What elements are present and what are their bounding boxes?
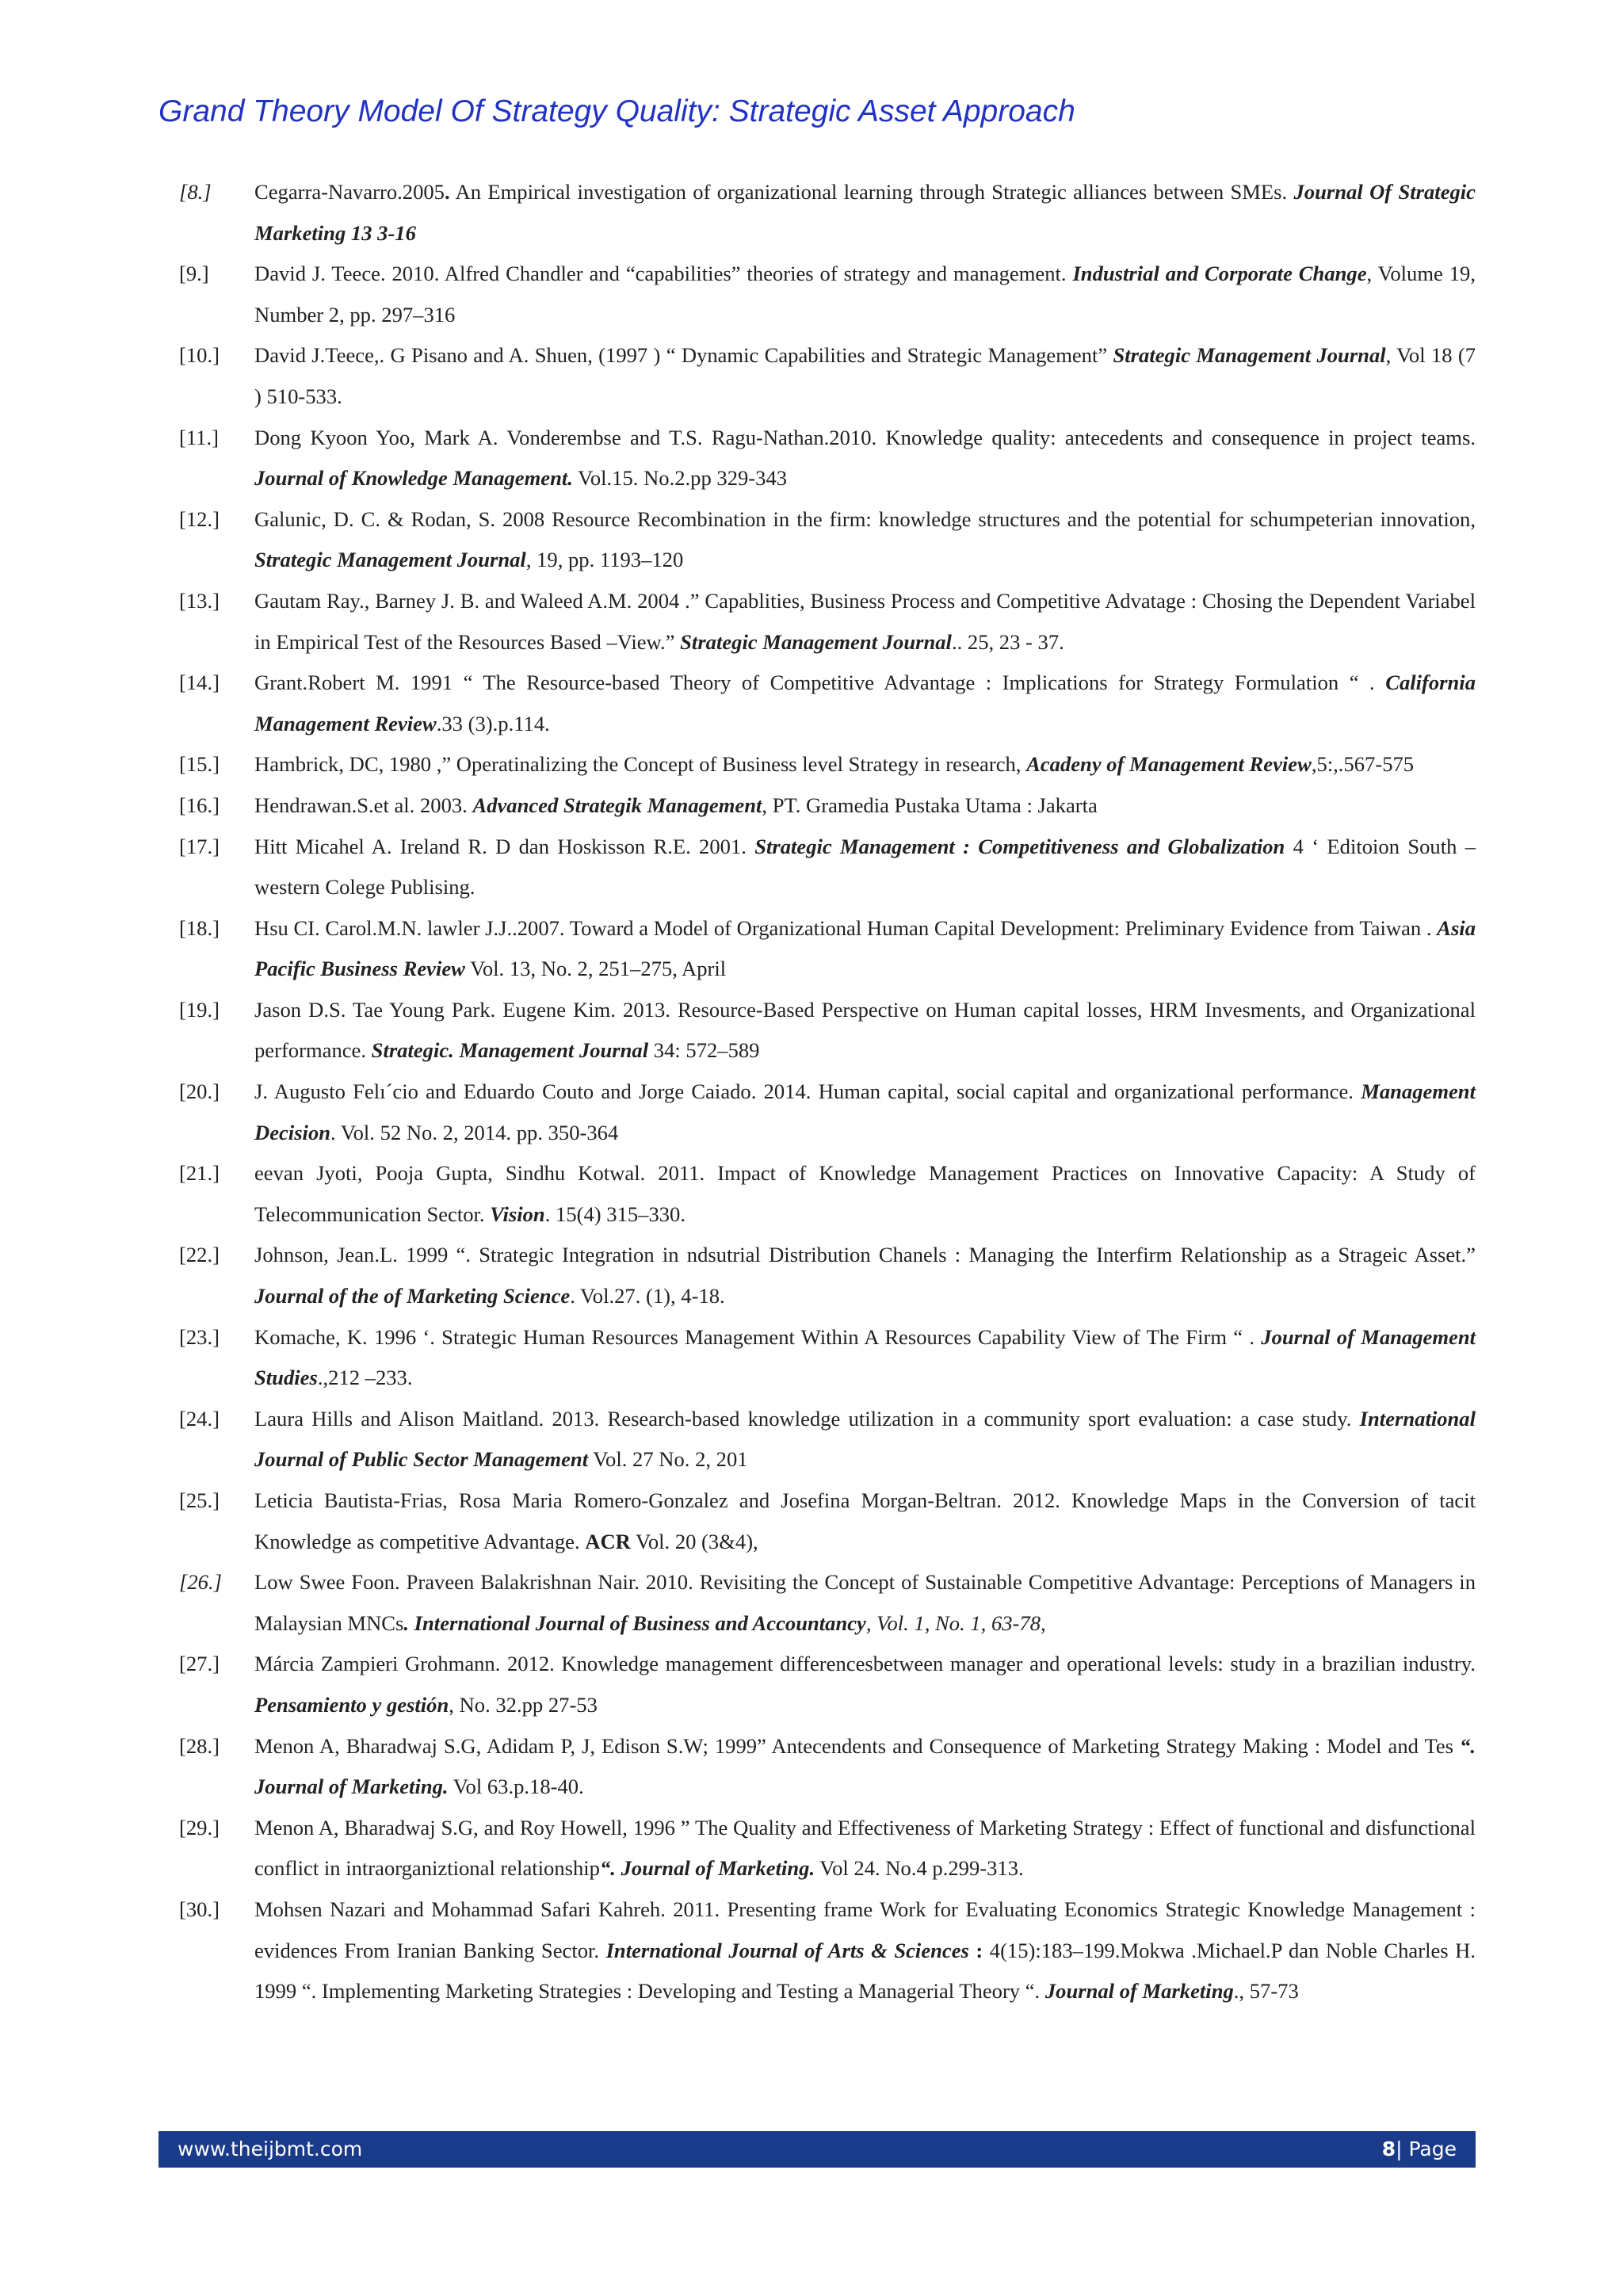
journal-title: Vision bbox=[490, 1201, 545, 1226]
reference-number: [13.] bbox=[179, 588, 220, 613]
journal-title-wrap bbox=[606, 1939, 969, 1962]
reference-number: [22.] bbox=[179, 1243, 220, 1267]
reference-item bbox=[179, 1235, 1476, 1316]
reference-item bbox=[179, 990, 1476, 1072]
reference-item bbox=[179, 581, 1476, 663]
reference-text bbox=[254, 1072, 1476, 1153]
journal-title: “. Journal of Marketing. bbox=[599, 1856, 815, 1881]
reference-item bbox=[179, 663, 1476, 744]
journal-title: Journal of Marketing bbox=[1044, 1979, 1234, 2004]
page-label: | Page bbox=[1396, 2137, 1457, 2160]
reference-text bbox=[254, 335, 1476, 417]
reference-item bbox=[179, 827, 1476, 908]
reference-number: [26.] bbox=[179, 1570, 222, 1595]
reference-segment: David J.Teece,. G Pisano and A. Shuen, (1997 ) “ Dynamic Capabilities and Strategic Management” bbox=[254, 343, 1113, 368]
reference-segment: Low Swee Foon. Praveen Balakrishnan Nair. 2010. Revisiting the Concept of Sustainable Competitive Advantage: Perceptions of Managers in Malaysian MNCs bbox=[254, 1570, 1476, 1635]
journal-title: Acadeny of Management Review bbox=[1026, 752, 1312, 777]
reference-text bbox=[254, 827, 1476, 908]
reference-segment: J. Augusto Felı´cio and Eduardo Couto and Jorge Caiado. 2014. Human capital, social capital and organizational performance. bbox=[254, 1079, 1361, 1104]
reference-segment: . Vol.27. (1), 4-18. bbox=[570, 1284, 725, 1308]
reference-segment: Mohsen Nazari and Mohammad Safari Kahreh. 2011. Presenting frame Work for Evaluating Economics Strategic Knowledge Management : evidences From Iranian Banking Sector. bbox=[254, 1897, 1476, 1962]
reference-segment: ., 57-73 bbox=[1233, 1979, 1299, 2004]
journal-title: Journal Of Strategic Marketing 13 3-16 bbox=[254, 180, 1476, 245]
reference-segment: Laura Hills and Alison Maitland. 2013. Research-based knowledge utilization in a community sport evaluation: a case study. bbox=[254, 1406, 1360, 1431]
journal-title-wrap bbox=[600, 1856, 815, 1880]
reference-segment: , Vol. 1, No. 1, 63-78, bbox=[865, 1610, 1046, 1635]
reference-segment: Cegarra-Navarro.2005 bbox=[254, 180, 445, 204]
journal-title-wrap bbox=[254, 1693, 449, 1717]
reference-segment: : bbox=[968, 1938, 990, 1962]
journal-title-wrap bbox=[403, 1611, 865, 1635]
reference-text bbox=[254, 1889, 1476, 2012]
reference-segment: Vol. 27 No. 2, 201 bbox=[588, 1447, 748, 1472]
reference-text bbox=[254, 663, 1476, 744]
reference-segment: Menon A, Bharadwaj S.G, Adidam P, J, Edison S.W; 1999” Antecendents and Consequence of Marketing Strategy Making : Model and Tes bbox=[254, 1733, 1461, 1758]
reference-list bbox=[179, 172, 1476, 2012]
journal-title-wrap bbox=[754, 835, 1285, 858]
reference-text bbox=[254, 172, 1476, 254]
journal-title: Advanced Strategik Management bbox=[472, 793, 762, 817]
journal-title: Strategic Management Journal bbox=[680, 629, 952, 654]
journal-title-wrap bbox=[254, 548, 526, 571]
reference-item bbox=[179, 1726, 1476, 1808]
reference-segment: Jason D.S. Tae Young Park. Eugene Kim. 2013. Resource-Based Perspective on Human capital losses, HRM Invesments, and Organizational performance. bbox=[254, 997, 1476, 1063]
reference-number: [10.] bbox=[179, 343, 220, 368]
journal-title: Journal of Knowledge Management. bbox=[254, 466, 573, 491]
reference-segment: Vol.15. No.2.pp 329-343 bbox=[572, 466, 788, 491]
reference-text bbox=[254, 1399, 1476, 1480]
reference-number: [28.] bbox=[179, 1733, 220, 1758]
reference-segment: Vol 63.p.18-40. bbox=[448, 1775, 584, 1799]
journal-title: “. Journal of Marketing. bbox=[254, 1733, 1476, 1799]
reference-segment: , 19, pp. 1193–120 bbox=[525, 548, 684, 572]
reference-item bbox=[179, 1889, 1476, 2012]
reference-segment: Hambrick, DC, 1980 ,” Operatinalizing the Concept of Business level Strategy in research, bbox=[254, 752, 1027, 777]
journal-title: Strategic. Management Journal bbox=[371, 1038, 649, 1063]
reference-segment: .. 25, 23 - 37. bbox=[951, 629, 1064, 654]
reference-item bbox=[179, 1399, 1476, 1480]
reference-item bbox=[179, 1317, 1476, 1399]
journal-title: California Management Review bbox=[254, 670, 1476, 735]
reference-segment: Hendrawan.S.et al. 2003. bbox=[254, 793, 473, 817]
reference-item bbox=[179, 335, 1476, 417]
reference-number: [25.] bbox=[179, 1488, 220, 1512]
journal-title: Pensamiento y gestión bbox=[254, 1692, 449, 1717]
reference-number: [18.] bbox=[179, 915, 220, 940]
reference-number: [24.] bbox=[179, 1406, 220, 1431]
reference-segment: David J. Teece. 2010. Alfred Chandler and “capabilities” theories of strategy and management. bbox=[254, 262, 1073, 286]
reference-segment: . bbox=[444, 180, 450, 204]
reference-number: [9.] bbox=[179, 262, 209, 286]
page-number: 8 bbox=[1381, 2137, 1396, 2160]
journal-title: Journal of Management Studies bbox=[254, 1324, 1476, 1390]
reference-segment: .33 (3).p.114. bbox=[436, 711, 550, 735]
reference-number: [29.] bbox=[179, 1815, 220, 1839]
reference-item bbox=[179, 1644, 1476, 1725]
reference-segment: . Vol. 52 No. 2, 2014. pp. 350-364 bbox=[330, 1120, 619, 1144]
reference-item bbox=[179, 1072, 1476, 1153]
journal-title-wrap bbox=[1045, 1979, 1234, 2003]
journal-title-wrap bbox=[1113, 343, 1386, 367]
reference-text bbox=[254, 1562, 1476, 1644]
reference-segment: eevan Jyoti, Pooja Gupta, Sindhu Kotwal. 2011. Impact of Knowledge Management Practices on Innovative Capacity: A Study of Telecommunication Sector. bbox=[254, 1161, 1476, 1226]
reference-segment: Hitt Micahel A. Ireland R. D dan Hoskisson R.E. 2001. bbox=[254, 834, 755, 858]
reference-item bbox=[179, 172, 1476, 254]
reference-text bbox=[254, 499, 1476, 581]
reference-segment: , No. 32.pp 27-53 bbox=[449, 1692, 598, 1717]
reference-segment: 4(15):183–199.Mokwa .Michael.P dan Noble Charles H. 1999 “. Implementing Marketing Strategies : Developing and Testing a Managerial Theory “. bbox=[254, 1938, 1476, 2004]
reference-item bbox=[179, 1562, 1476, 1644]
journal-title: International Journal of Public Sector Management bbox=[254, 1406, 1476, 1472]
reference-segment: , PT. Gramedia Pustaka Utama : Jakarta bbox=[762, 793, 1098, 817]
reference-text bbox=[254, 1480, 1476, 1562]
journal-title: Strategic Management Journal bbox=[254, 548, 526, 572]
reference-number: [14.] bbox=[179, 670, 220, 695]
reference-segment: Hsu CI. Carol.M.N. lawler J.J..2007. Toward a Model of Organizational Human Capital Development: Preliminary Evidence from Taiwan . bbox=[254, 915, 1438, 940]
reference-number: [8.] bbox=[179, 180, 212, 204]
reference-number: [19.] bbox=[179, 997, 220, 1022]
running-header: Grand Theory Model Of Strategy Quality: Strategic Asset Approach bbox=[158, 94, 1075, 128]
reference-segment: Menon A, Bharadwaj S.G, and Roy Howell, 1996 ” The Quality and Effectiveness of Marketing Strategy : Effect of functional and disfunctional conflict in intraorganiztional relationship bbox=[254, 1815, 1476, 1881]
reference-number: [12.] bbox=[179, 506, 220, 531]
reference-text bbox=[254, 254, 1476, 335]
reference-number: [17.] bbox=[179, 834, 220, 858]
reference-text bbox=[254, 1317, 1476, 1399]
reference-segment: Leticia Bautista-Frias, Rosa Maria Romero-Gonzalez and Josefina Morgan-Beltran. 2012. Knowledge Maps in the Conversion of tacit Knowledge as competitive Advantage. bbox=[254, 1488, 1476, 1553]
reference-segment: . 15(4) 315–330. bbox=[544, 1201, 685, 1226]
journal-title-wrap bbox=[472, 793, 762, 817]
journal-title: Management Decision bbox=[254, 1079, 1476, 1144]
reference-number: [30.] bbox=[179, 1897, 220, 1921]
journal-title-wrap bbox=[372, 1038, 648, 1062]
journal-title: . International Journal of Business and Accountancy bbox=[403, 1610, 866, 1635]
reference-text bbox=[254, 990, 1476, 1072]
reference-segment: Vol. 13, No. 2, 251–275, April bbox=[464, 957, 727, 981]
reference-segment: Grant.Robert M. 1991 “ The Resource-based Theory of Competitive Advantage : Implications for Strategy Formulation “ . bbox=[254, 670, 1386, 695]
reference-number: [27.] bbox=[179, 1652, 220, 1676]
reference-text bbox=[254, 581, 1476, 663]
reference-item bbox=[179, 785, 1476, 827]
reference-segment: , Vol 18 (7 ) 510-533. bbox=[254, 343, 1476, 408]
reference-segment: Galunic, D. C. & Rodan, S. 2008 Resource Recombination in the firm: knowledge structures and the potential for schumpeterian innovation, bbox=[254, 506, 1476, 531]
reference-text bbox=[254, 1644, 1476, 1725]
reference-text bbox=[254, 418, 1476, 499]
reference-segment: Vol. 20 (3&4), bbox=[630, 1529, 758, 1553]
reference-number: [16.] bbox=[179, 793, 220, 817]
reference-segment: Márcia Zampieri Grohmann. 2012. Knowledge management differencesbetween manager and operational levels: study in a brazilian industry. bbox=[254, 1652, 1476, 1676]
reference-text bbox=[254, 1235, 1476, 1316]
reference-segment: 4 ‘ Editoion South –western Colege Publising. bbox=[254, 834, 1476, 900]
reference-number: [21.] bbox=[179, 1161, 220, 1186]
reference-number: [11.] bbox=[179, 425, 219, 449]
reference-text bbox=[254, 1808, 1476, 1889]
journal-title-wrap bbox=[680, 630, 952, 654]
reference-text bbox=[254, 744, 1476, 785]
reference-text bbox=[254, 1726, 1476, 1808]
journal-title-wrap bbox=[254, 1284, 570, 1308]
reference-item bbox=[179, 908, 1476, 990]
journal-title: Asia Pacific Business Review bbox=[254, 915, 1476, 981]
reference-item bbox=[179, 499, 1476, 581]
reference-text bbox=[254, 785, 1476, 827]
footer-page bbox=[1382, 2131, 1457, 2168]
reference-segment: Vol 24. No.4 p.299-313. bbox=[815, 1856, 1024, 1881]
reference-item bbox=[179, 418, 1476, 499]
journal-title: Strategic Management : Competitiveness and Globalization bbox=[754, 834, 1285, 858]
reference-segment: Gautam Ray., Barney J. B. and Waleed A.M. 2004 .” Capablities, Business Process and Competitive Advatage : Chosing the Dependent Variabel in Empirical Test of the Resources Based –View.” bbox=[254, 588, 1476, 654]
journal-title-wrap bbox=[254, 466, 573, 490]
journal-title: Journal of the of Marketing Science bbox=[254, 1284, 571, 1308]
reference-segment: An Empirical investigation of organizational learning through Strategic alliances between SMEs. bbox=[449, 180, 1294, 204]
journal-title-wrap bbox=[490, 1202, 544, 1226]
journal-title-wrap bbox=[1026, 752, 1312, 776]
reference-text bbox=[254, 908, 1476, 990]
reference-segment: ACR bbox=[585, 1529, 631, 1553]
reference-item bbox=[179, 1153, 1476, 1235]
reference-item bbox=[179, 1480, 1476, 1562]
reference-segment: ,5:,.567-575 bbox=[1311, 752, 1415, 777]
reference-segment: , Volume 19, Number 2, pp. 297–316 bbox=[254, 262, 1476, 327]
reference-item bbox=[179, 254, 1476, 335]
reference-segment: 34: 572–589 bbox=[648, 1038, 760, 1063]
page-footer bbox=[158, 2131, 1476, 2168]
reference-number: [20.] bbox=[179, 1079, 220, 1104]
reference-segment: Johnson, Jean.L. 1999 “. Strategic Integration in ndsutrial Distribution Chanels : Managing the Interfirm Relationship as a Strageic Asset.” bbox=[254, 1243, 1476, 1267]
reference-number: [15.] bbox=[179, 752, 220, 777]
journal-title: International Journal of Arts & Sciences bbox=[605, 1938, 969, 1962]
reference-segment: .,212 –233. bbox=[317, 1366, 413, 1390]
journal-title-wrap bbox=[1072, 262, 1366, 285]
reference-text bbox=[254, 1153, 1476, 1235]
journal-title: Industrial and Corporate Change bbox=[1072, 262, 1367, 286]
reference-item bbox=[179, 1808, 1476, 1889]
reference-segment: Komache, K. 1996 ‘. Strategic Human Resources Management Within A Resources Capability View of The Firm “ . bbox=[254, 1324, 1262, 1349]
journal-title: Strategic Management Journal bbox=[1113, 343, 1386, 368]
footer-website: www.theijbmt.com bbox=[178, 2137, 363, 2160]
reference-item bbox=[179, 744, 1476, 785]
reference-number: [23.] bbox=[179, 1324, 220, 1349]
reference-segment: Dong Kyoon Yoo, Mark A. Vonderembse and T.S. Ragu-Nathan.2010. Knowledge quality: antecedents and consequence in project teams. bbox=[254, 425, 1476, 449]
